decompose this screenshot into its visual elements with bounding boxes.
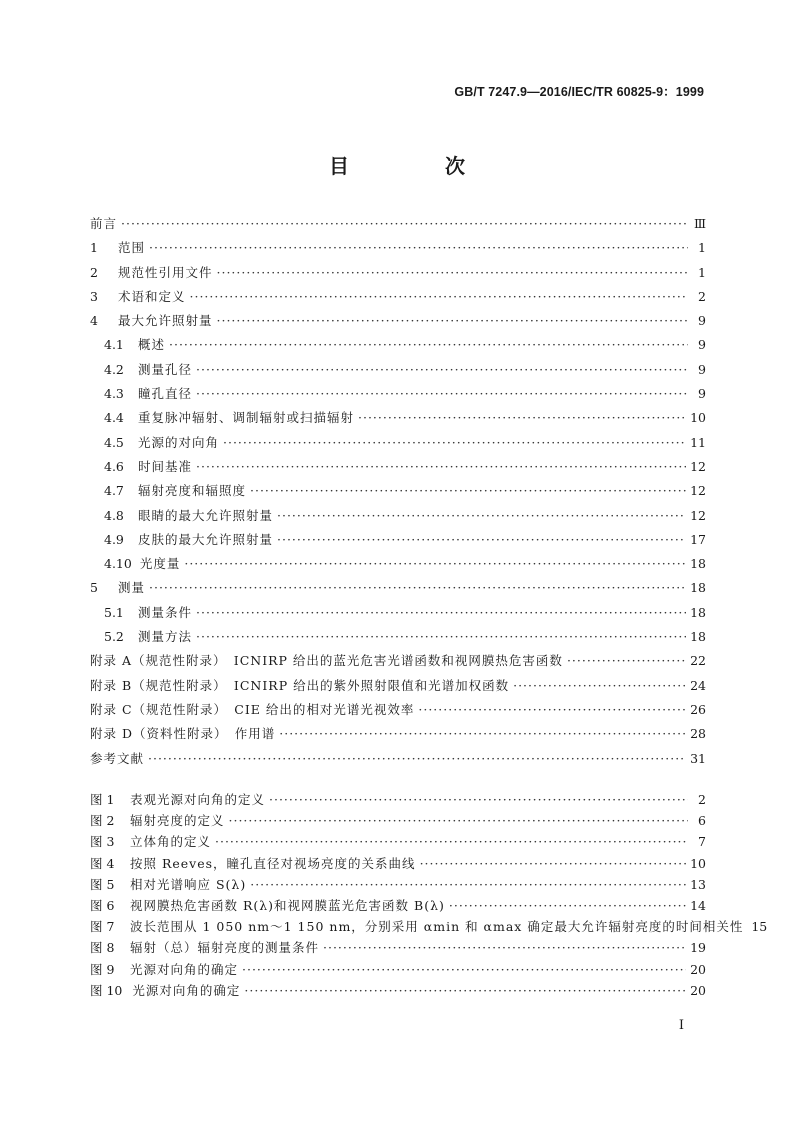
toc-entry-label: 附录 C（规范性附录） CIE 给出的相对光谱光视效率 <box>90 701 415 717</box>
toc-entry-page: 10 <box>690 410 706 426</box>
toc-entry-label: 前言 <box>90 216 118 231</box>
figure-entry-label: 立体角的定义 <box>130 834 212 850</box>
toc-entry-number: 4 <box>90 313 98 329</box>
figure-entry[interactable] <box>90 853 706 874</box>
figure-entry-page: 20 <box>690 982 706 998</box>
figure-entry-number: 图 4 <box>90 855 115 871</box>
dot-leader <box>121 212 688 236</box>
figure-entry[interactable] <box>90 980 706 1001</box>
toc-entry[interactable] <box>90 722 706 746</box>
figure-entry-label: 光源对向角的确定 <box>130 961 239 977</box>
toc-entry-page: 9 <box>698 337 706 353</box>
toc-entry-label: 时间基准 <box>138 458 193 474</box>
dot-leader <box>269 789 688 810</box>
dot-leader <box>169 333 688 357</box>
toc-entry[interactable] <box>90 455 706 479</box>
toc-entry-number: 3 <box>90 288 98 304</box>
standard-number: GB/T 7247.9—2016/IEC/TR 60825-9：1999 <box>454 85 704 99</box>
toc-entry-number: 5 <box>90 580 98 596</box>
toc-entry-page: 17 <box>690 531 706 547</box>
toc-entry[interactable] <box>90 674 706 698</box>
figure-entry[interactable] <box>90 895 706 916</box>
dot-leader <box>223 431 686 455</box>
dot-leader <box>217 309 688 333</box>
toc-entry-label: 附录 B（规范性附录） ICNIRP 给出的紫外照射限值和光谱加权函数 <box>90 677 510 693</box>
toc-entry-label: 瞳孔直径 <box>138 386 193 402</box>
toc-entry-label: 光度量 <box>139 556 181 572</box>
dot-leader <box>358 406 686 430</box>
dot-leader <box>242 959 686 980</box>
toc-entry-label: 概述 <box>138 337 166 353</box>
toc-entry-label: 附录 D（资料性附录） 作用谱 <box>90 726 276 742</box>
figure-entry[interactable] <box>90 937 706 958</box>
toc-entry-label: 测量条件 <box>138 604 193 620</box>
toc-entry-page: Ⅲ <box>693 216 706 231</box>
figure-entry-number: 图 7 <box>90 919 115 935</box>
toc-entry[interactable] <box>90 236 706 260</box>
toc-entry-number: 4.5 <box>104 434 124 450</box>
figure-entry-page: 7 <box>698 834 706 850</box>
figure-entry-label: 按照 Reeves，瞳孔直径对视场亮度的关系曲线 <box>130 855 416 871</box>
toc-entry[interactable] <box>90 261 706 285</box>
dot-leader <box>250 874 686 895</box>
toc-entry-page: 9 <box>698 386 706 402</box>
toc-entry-page: 12 <box>690 507 706 523</box>
dot-leader <box>149 576 686 600</box>
toc-entry-page: 12 <box>690 483 706 499</box>
figure-entry-page: 20 <box>690 961 706 977</box>
figure-entry[interactable] <box>90 874 706 895</box>
toc-entry-page: 18 <box>690 604 706 620</box>
dot-leader <box>567 649 686 673</box>
toc-entry-label: 重复脉冲辐射、调制辐射或扫描辐射 <box>138 410 355 426</box>
toc-entry-page: 22 <box>690 653 706 669</box>
figure-entry-label: 视网膜热危害函数 R(λ)和视网膜蓝光危害函数 B(λ) <box>130 897 445 913</box>
figure-entry[interactable] <box>90 831 706 852</box>
toc-entry-page: 31 <box>690 750 706 766</box>
figure-entry-label: 相对光谱响应 S(λ) <box>130 876 247 892</box>
dot-leader <box>229 810 688 831</box>
toc-entry-page: 24 <box>690 677 706 693</box>
toc-entry-page: 1 <box>698 240 706 256</box>
figure-entry-page: 10 <box>690 855 706 871</box>
dot-leader <box>449 895 686 916</box>
toc-entry-page: 18 <box>690 556 706 572</box>
toc-entry[interactable] <box>90 285 706 309</box>
dot-leader <box>250 479 686 503</box>
toc-entry[interactable] <box>90 504 706 528</box>
dot-leader <box>279 722 686 746</box>
toc-entry-number: 4.8 <box>104 507 124 523</box>
dot-leader <box>196 625 686 649</box>
figure-entry-number: 图 9 <box>90 961 115 977</box>
toc-entry-label: 附录 A（规范性附录） ICNIRP 给出的蓝光危害光谱函数和视网膜热危害函数 <box>90 653 563 669</box>
toc-entry-label: 测量方法 <box>138 629 193 645</box>
toc-entry-number: 4.4 <box>104 410 124 426</box>
toc-entry-page: 9 <box>698 313 706 329</box>
dot-leader <box>217 261 688 285</box>
toc-entry[interactable] <box>90 601 706 625</box>
figure-entry-number: 图 6 <box>90 897 115 913</box>
dot-leader <box>196 358 688 382</box>
figure-entry-label: 光源对向角的确定 <box>132 982 241 998</box>
toc-entry[interactable] <box>90 406 706 430</box>
toc-entry-label: 最大允许照射量 <box>118 313 213 329</box>
figure-entry-page: 14 <box>690 897 706 913</box>
toc-entry-number: 4.6 <box>104 458 124 474</box>
toc-entry[interactable] <box>90 212 706 236</box>
figure-entry-label: 表观光源对向角的定义 <box>130 792 266 807</box>
dot-leader <box>277 504 686 528</box>
figure-entry[interactable] <box>90 916 768 937</box>
toc-entry-label: 辐射亮度和辐照度 <box>138 483 247 499</box>
page-number: Ⅰ <box>678 1018 684 1033</box>
toc-entry-label: 皮肤的最大允许照射量 <box>138 531 274 547</box>
toc-entry-page: 9 <box>698 361 706 377</box>
figure-entry-label: 辐射亮度的定义 <box>130 813 225 829</box>
toc-entry-label: 测量孔径 <box>138 361 193 377</box>
dot-leader <box>184 552 686 576</box>
figure-entry-page: 15 <box>751 919 768 935</box>
toc-entry[interactable] <box>90 309 706 333</box>
figure-entry-number: 图 3 <box>90 834 115 850</box>
figure-entry-number: 图 5 <box>90 876 115 892</box>
toc-entry[interactable] <box>90 431 706 455</box>
figure-entry-page: 13 <box>690 876 706 892</box>
toc-entry-number: 1 <box>90 240 98 256</box>
dot-leader <box>196 382 688 406</box>
dot-leader <box>196 455 686 479</box>
toc-entry[interactable] <box>90 333 706 357</box>
toc-entry-number: 5.2 <box>104 629 124 645</box>
dot-leader <box>513 674 686 698</box>
toc-entry-page: 12 <box>690 458 706 474</box>
figure-entry-number: 图 2 <box>90 813 115 829</box>
toc-entry-label: 术语和定义 <box>118 288 186 304</box>
toc-entry-label: 测量 <box>118 580 146 596</box>
table-of-contents <box>90 212 706 771</box>
toc-entry-number: 2 <box>90 264 98 280</box>
dot-leader <box>148 747 686 771</box>
figure-entry-label: 波长范围从 1 050 nm～1 150 nm，分别采用 αmin 和 αmax 确定最大允许辐射亮度的时间相关性 <box>130 919 744 935</box>
figure-entry-page: 6 <box>698 813 706 829</box>
page-title: 目 次 <box>329 154 503 178</box>
toc-entry-number: 4.10 <box>104 556 132 572</box>
toc-entry-number: 5.1 <box>104 604 124 620</box>
toc-entry-label: 规范性引用文件 <box>118 264 213 280</box>
dot-leader <box>418 698 686 722</box>
toc-entry[interactable] <box>90 528 706 552</box>
toc-entry-page: 28 <box>690 726 706 742</box>
toc-entry-page: 11 <box>690 434 706 450</box>
toc-entry-label: 眼睛的最大允许照射量 <box>138 507 274 523</box>
figure-entry[interactable] <box>90 789 706 810</box>
toc-entry[interactable] <box>90 649 706 673</box>
toc-entry-page: 18 <box>690 629 706 645</box>
toc-entry-label: 光源的对向角 <box>138 434 220 450</box>
toc-entry-number: 4.2 <box>104 361 124 377</box>
toc-entry-number: 4.1 <box>104 337 124 353</box>
toc-entry[interactable] <box>90 358 706 382</box>
list-of-figures <box>90 789 768 1001</box>
figure-entry[interactable] <box>90 810 706 831</box>
figure-entry-page: 2 <box>698 792 706 807</box>
toc-entry-label: 参考文献 <box>90 750 145 766</box>
dot-leader <box>244 980 686 1001</box>
figure-entry-label: 辐射（总）辐射亮度的测量条件 <box>130 940 320 956</box>
toc-entry-number: 4.9 <box>104 531 124 547</box>
figure-entry-number: 图 8 <box>90 940 115 956</box>
toc-entry[interactable] <box>90 382 706 406</box>
dot-leader <box>196 601 686 625</box>
dot-leader <box>323 937 686 958</box>
toc-entry-page: 18 <box>690 580 706 596</box>
toc-entry-number: 4.7 <box>104 483 124 499</box>
dot-leader <box>149 236 688 260</box>
toc-entry[interactable] <box>90 747 706 771</box>
toc-entry-number: 4.3 <box>104 386 124 402</box>
figure-entry-number: 图 1 <box>90 792 115 807</box>
dot-leader <box>215 831 688 852</box>
dot-leader <box>277 528 686 552</box>
figure-entry[interactable] <box>90 959 706 980</box>
dot-leader <box>420 853 687 874</box>
toc-entry[interactable] <box>90 552 706 576</box>
toc-entry[interactable] <box>90 479 706 503</box>
toc-entry-page: 2 <box>698 288 706 304</box>
figure-entry-number: 图 10 <box>90 982 123 998</box>
figure-entry-page: 19 <box>690 940 706 956</box>
toc-entry-page: 26 <box>690 701 706 717</box>
toc-entry-page: 1 <box>698 264 706 280</box>
toc-entry[interactable] <box>90 576 706 600</box>
toc-entry[interactable] <box>90 625 706 649</box>
toc-entry[interactable] <box>90 698 706 722</box>
dot-leader <box>190 285 688 309</box>
toc-entry-label: 范围 <box>118 240 146 256</box>
